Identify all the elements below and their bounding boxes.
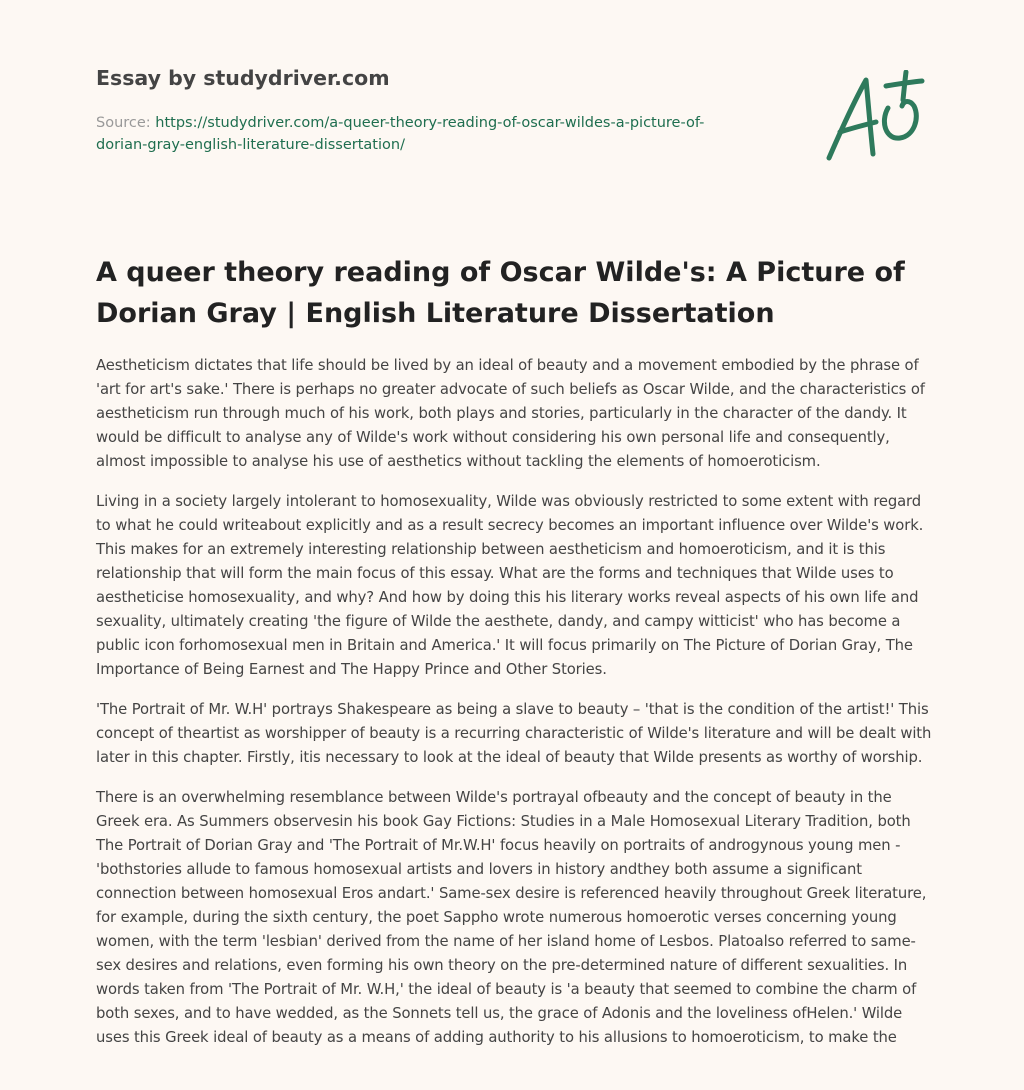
paragraph: 'The Portrait of Mr. W.H' portrays Shakespeare as being a slave to beauty – 'that is the condition of the artist!' This concept of theartist as worshipper of beauty is a recurring characteristic of Wilde's literature and will be dealt with later in this chapter. Firstly, itis necessary to look at the ideal of beauty that Wilde presents as worthy of worship. — [96, 701, 932, 766]
paragraph: There is an overwhelming resemblance between Wilde's portrayal ofbeauty and the concept of beauty in the Greek era. As Summers observesin his book Gay Fictions: Studies in a Male Homosexual Literary Tradition, both The Portrait of Dorian Gray and 'The Portrait of Mr.W.H' focus heavily on portraits of androgynous young men - 'bothstories allude to famous homosexual artists and lovers in history andthey both assume a significant connection between homosexual Eros andart.' Same-sex desire is referenced heavily throughout Greek literature, for example, during the sixth century, the poet Sappho wrote numerous homoerotic verses concerning young women, with the term 'lesbian' derived from the name of her island home of Lesbos. Platoalso referred to same-sex desires and relations, even forming his own theory on the pre-determined nature of different sexualities. In words taken from 'The Portrait of Mr. W.H,' the ideal of beauty is 'a beauty that seemed to combine the charm of both sexes, and to have wedded, as the Sonnets tell us, the grace of Adonis and the loveliness ofHelen.' Wilde uses this Greek ideal of beauty as a means of adding authority to his allusions to homoeroticism, to make the — [96, 789, 927, 1046]
source-line — [96, 112, 756, 156]
article-body — [96, 354, 932, 1066]
source-link-line-2: dorian-gray-english-literature-dissertation/ — [96, 137, 405, 153]
article-title: A queer theory reading of Oscar Wilde's: A Picture of Dorian Gray | English Literature Dissertation — [96, 257, 905, 329]
source-link-line-1: https://studydriver.com/a-queer-theory-reading-of-oscar-wildes-a-picture-of- — [155, 115, 705, 131]
paragraph: Aestheticism dictates that life should be lived by an ideal of beauty and a movement embodied by the phrase of 'art for art's sake.' There is perhaps no greater advocate of such beliefs as Oscar Wilde, and the characteristics of aestheticism run through much of his work, both plays and stories, particularly in the character of the dandy. It would be difficult to analyse any of Wilde's work without considering his own personal life and consequently, almost impossible to analyse his use of aesthetics without tackling the elements of homoeroticism. — [96, 357, 925, 470]
source-link[interactable] — [96, 115, 704, 153]
a-plus-logo-icon — [824, 70, 930, 164]
source-label: Source: — [96, 115, 156, 131]
paragraph: Living in a society largely intolerant to homosexuality, Wilde was obviously restricted to some extent with regard to what he could writeabout explicitly and as a result secrecy becomes an important influence over Wilde's work. This makes for an extremely interesting relationship between aestheticism and homoeroticism, and it is this relationship that will form the main focus of this essay. What are the forms and techniques that Wilde uses to aestheticise homosexuality, and why? And how by doing this his literary works reveal aspects of his own life and sexuality, ultimately creating 'the figure of Wilde the aesthete, dandy, and campy witticist' who has become a public icon forhomosexual men in Britain and America.' It will focus primarily on The Picture of Dorian Gray, The Importance of Being Earnest and The Happy Prince and Other Stories. — [96, 493, 924, 678]
page-header — [96, 64, 756, 156]
site-title: Essay by studydriver.com — [96, 66, 390, 90]
